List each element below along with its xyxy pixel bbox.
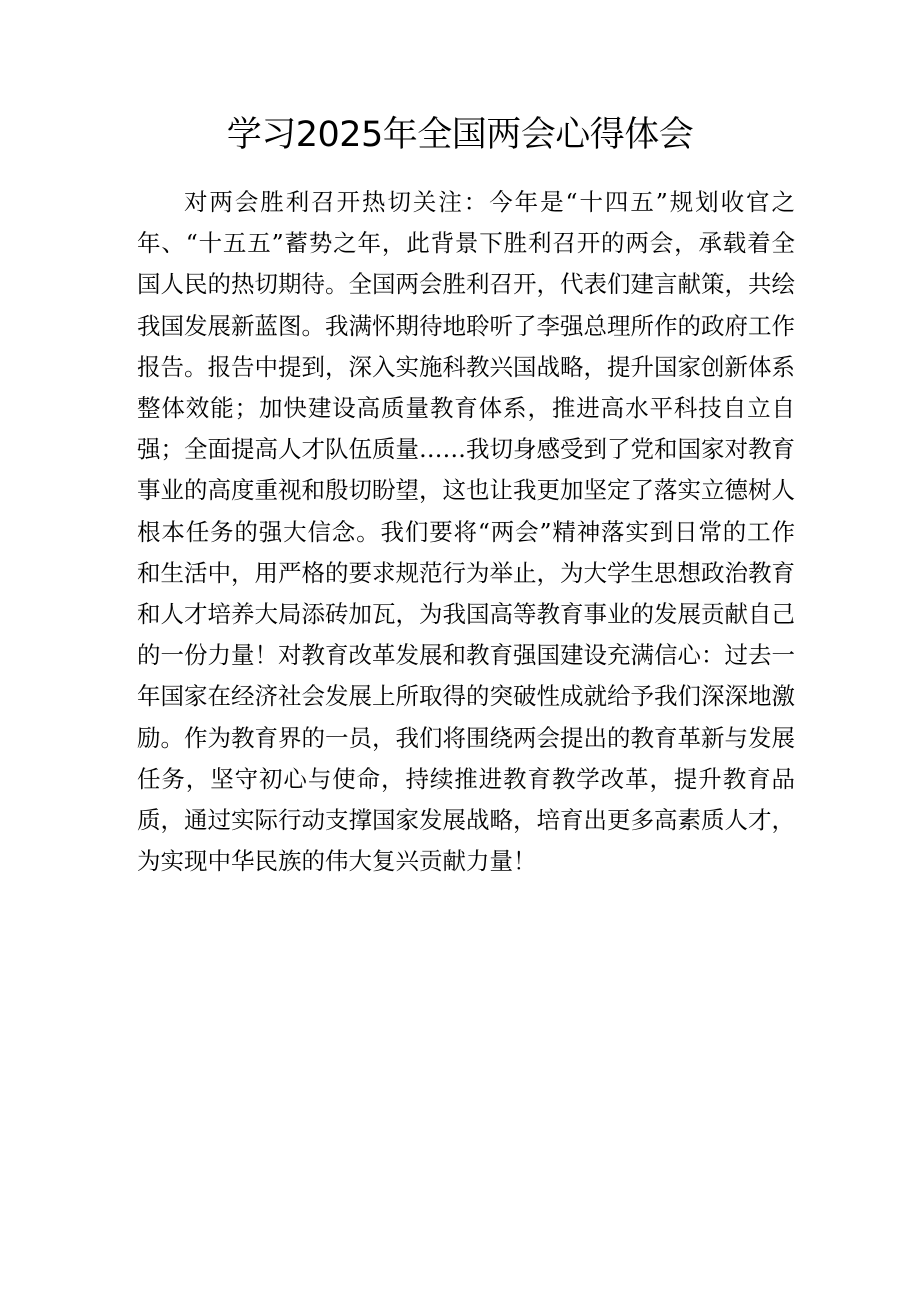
document-body-paragraph: 对两会胜利召开热切关注：今年是“十四五”规划收官之年、“十五五”蓄势之年，此背景下胜利召开的两会，承载着全国人民的热切期待。全国两会胜利召开，代表们建言献策，共绘我国发展新蓝图。我满怀期待地聆听了李强总理所作的政府工作报告。报告中提到，深入实施科教兴国战略，提升国家创新体系整体效能；加快建设高质量教育体系，推进高水平科技自立自强；全面提高人才队伍质量……我切身感受到了党和国家对教育事业的高度重视和殷切盼望，这也让我更加坚定了落实立德树人根本任务的强大信念。我们要将“两会”精神落实到日常的工作和生活中，用严格的要求规范行为举止，为大学生思想政治教育和人才培养大局添砖加瓦，为我国高等教育事业的发展贡献自己的一份力量！对教育改革发展和教育强国建设充满信心：过去一年国家在经济社会发展上所取得的突破性成就给予我们深深地激励。作为教育界的一员，我们将围绕两会提出的教育革新与发展任务，坚守初心与使命，持续推进教育教学改革，提升教育品质，通过实际行动支撑国家发展战略，培育出更多高素质人才，为实现中华民族的伟大复兴贡献力量！ [137, 188, 795, 876]
document-title: 学习2025年全国两会心得体会 [226, 115, 694, 155]
